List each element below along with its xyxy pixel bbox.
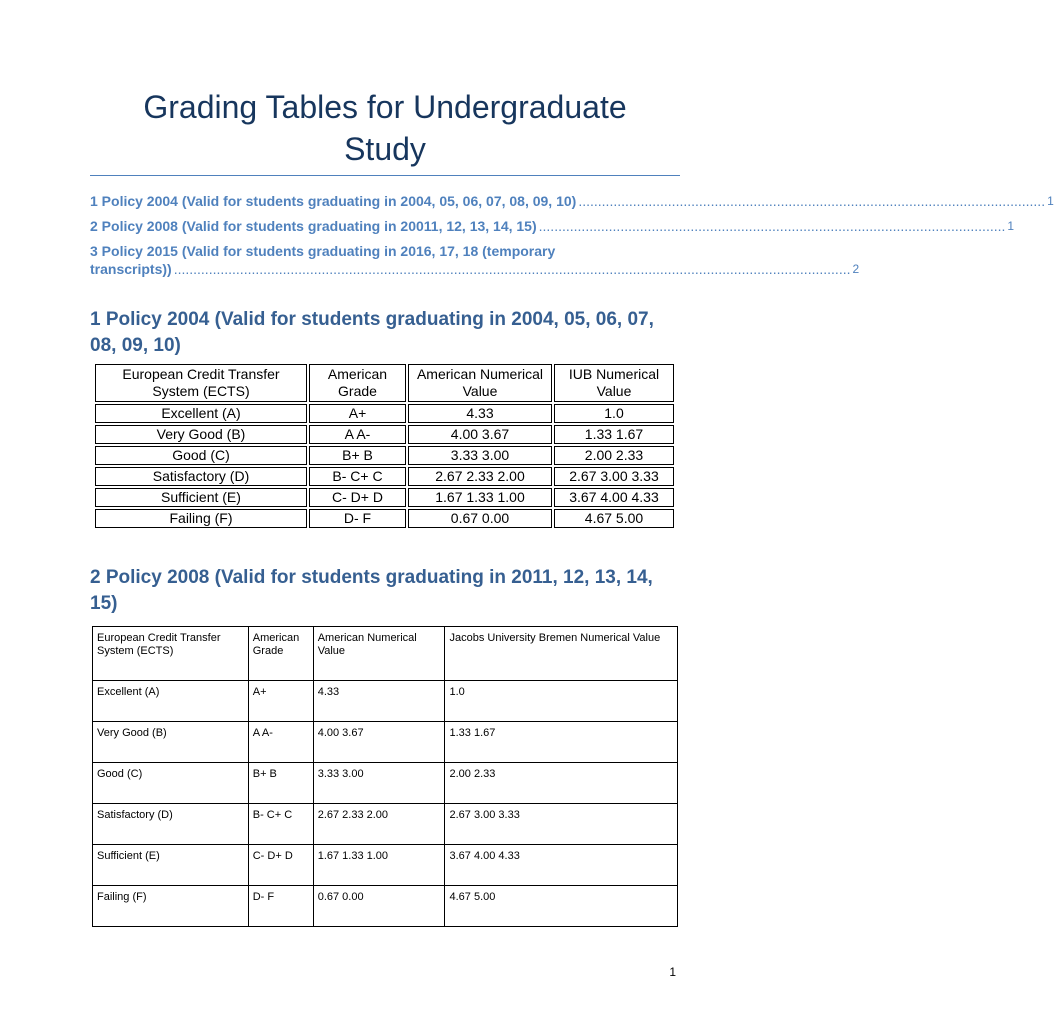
table-row: [93, 886, 678, 927]
page-title-line-2: Study: [344, 131, 426, 167]
table-cell: Excellent (A): [93, 681, 249, 722]
toc-page-number: 1: [1047, 194, 1054, 208]
table-row: [93, 845, 678, 886]
toc-leader-dots: ..............................................................................................................................................................................: [173, 261, 851, 277]
grading-table-policy-2004: [93, 362, 676, 530]
table-cell: 4.33: [313, 681, 445, 722]
column-header: American Grade: [248, 627, 313, 681]
table-cell: B+ B: [309, 446, 406, 465]
table-cell: 1.0: [554, 404, 674, 423]
table-cell: 4.00 3.67: [408, 425, 552, 444]
table-cell: B- C+ C: [309, 467, 406, 486]
table-cell: 2.67 2.33 2.00: [408, 467, 552, 486]
table-header-row: [93, 627, 678, 681]
table-cell: 4.67 5.00: [554, 509, 674, 528]
table-cell: Very Good (B): [95, 425, 307, 444]
table-cell: 2.00 2.33: [445, 763, 678, 804]
table-row: [95, 467, 674, 486]
column-header: European Credit Transfer System (ECTS): [95, 364, 307, 402]
toc-page-number: 2: [852, 262, 860, 276]
table-row: [95, 446, 674, 465]
table-cell: Excellent (A): [95, 404, 307, 423]
toc-entry-text: 3 Policy 2015 (Valid for students graduating in 2016, 17, 18 (temporary: [90, 243, 556, 259]
table-cell: 2.67 3.00 3.33: [554, 467, 674, 486]
column-header: European Credit Transfer System (ECTS): [93, 627, 249, 681]
table-row: [95, 425, 674, 444]
table-row: [95, 509, 674, 528]
column-header: American Grade: [309, 364, 406, 402]
table-cell: D- F: [248, 886, 313, 927]
column-header: IUB Numerical Value: [554, 364, 674, 402]
toc-leader-dots: ........................................................................................................................: [578, 193, 1046, 209]
table-cell: Sufficient (E): [93, 845, 249, 886]
toc-entry-text: 1 Policy 2004 (Valid for students graduating in 2004, 05, 06, 07, 08, 09, 10): [90, 193, 577, 209]
table-cell: A A-: [309, 425, 406, 444]
column-header: American Numerical Value: [313, 627, 445, 681]
table-cell: Failing (F): [95, 509, 307, 528]
toc-entry-policy-2004[interactable]: [90, 192, 1054, 210]
table-cell: B+ B: [248, 763, 313, 804]
toc-entry-text: 2 Policy 2008 (Valid for students graduating in 20011, 12, 13, 14, 15): [90, 218, 537, 234]
toc-leader-dots: ........................................................................................................................: [538, 218, 1006, 234]
table-cell: 3.67 4.00 4.33: [445, 845, 678, 886]
column-header: Jacobs University Bremen Numerical Value: [445, 627, 678, 681]
section-heading-policy-2004: 1 Policy 2004 (Valid for students graduating in 2004, 05, 06, 07, 08, 09, 10): [90, 309, 654, 356]
table-cell: Failing (F): [93, 886, 249, 927]
table-cell: Sufficient (E): [95, 488, 307, 507]
table-cell: A+: [248, 681, 313, 722]
table-cell: 2.67 3.00 3.33: [445, 804, 678, 845]
table-cell: 2.00 2.33: [554, 446, 674, 465]
table-cell: A+: [309, 404, 406, 423]
table-cell: 4.67 5.00: [445, 886, 678, 927]
table-cell: Satisfactory (D): [95, 467, 307, 486]
table-row: [93, 722, 678, 763]
table-cell: 4.33: [408, 404, 552, 423]
table-cell: Good (C): [93, 763, 249, 804]
table-cell: 3.33 3.00: [313, 763, 445, 804]
table-cell: 1.0: [445, 681, 678, 722]
page-title: [90, 86, 680, 170]
table-row: [95, 488, 674, 507]
toc-entry-text-continued: transcripts)): [90, 261, 172, 277]
table-cell: 1.33 1.67: [445, 722, 678, 763]
toc-entry-policy-2015[interactable]: [90, 242, 860, 278]
section-heading-policy-2008: 2 Policy 2008 (Valid for students graduating in 2011, 12, 13, 14, 15): [90, 567, 653, 614]
table-cell: 3.67 4.00 4.33: [554, 488, 674, 507]
table-cell: 0.67 0.00: [313, 886, 445, 927]
page-number: 1: [669, 965, 676, 979]
title-divider: [90, 175, 680, 176]
table-cell: B- C+ C: [248, 804, 313, 845]
table-cell: 1.33 1.67: [554, 425, 674, 444]
table-cell: 2.67 2.33 2.00: [313, 804, 445, 845]
table-row: [93, 763, 678, 804]
table-cell: 3.33 3.00: [408, 446, 552, 465]
table-cell: 4.00 3.67: [313, 722, 445, 763]
table-row: [95, 404, 674, 423]
table-cell: C- D+ D: [309, 488, 406, 507]
table-cell: A A-: [248, 722, 313, 763]
table-cell: Very Good (B): [93, 722, 249, 763]
page-title-line-1: Grading Tables for Undergraduate: [143, 89, 627, 125]
table-cell: 1.67 1.33 1.00: [408, 488, 552, 507]
table-row: [93, 681, 678, 722]
toc-entry-policy-2008[interactable]: [90, 217, 1015, 235]
table-cell: 1.67 1.33 1.00: [313, 845, 445, 886]
column-header: American Numerical Value: [408, 364, 552, 402]
table-cell: 0.67 0.00: [408, 509, 552, 528]
toc-page-number: 1: [1007, 219, 1015, 233]
table-header-row: [95, 364, 674, 402]
table-cell: D- F: [309, 509, 406, 528]
grading-table-policy-2008: [92, 626, 678, 927]
table-of-contents: [90, 192, 1054, 285]
table-cell: C- D+ D: [248, 845, 313, 886]
table-row: [93, 804, 678, 845]
table-cell: Satisfactory (D): [93, 804, 249, 845]
table-cell: Good (C): [95, 446, 307, 465]
